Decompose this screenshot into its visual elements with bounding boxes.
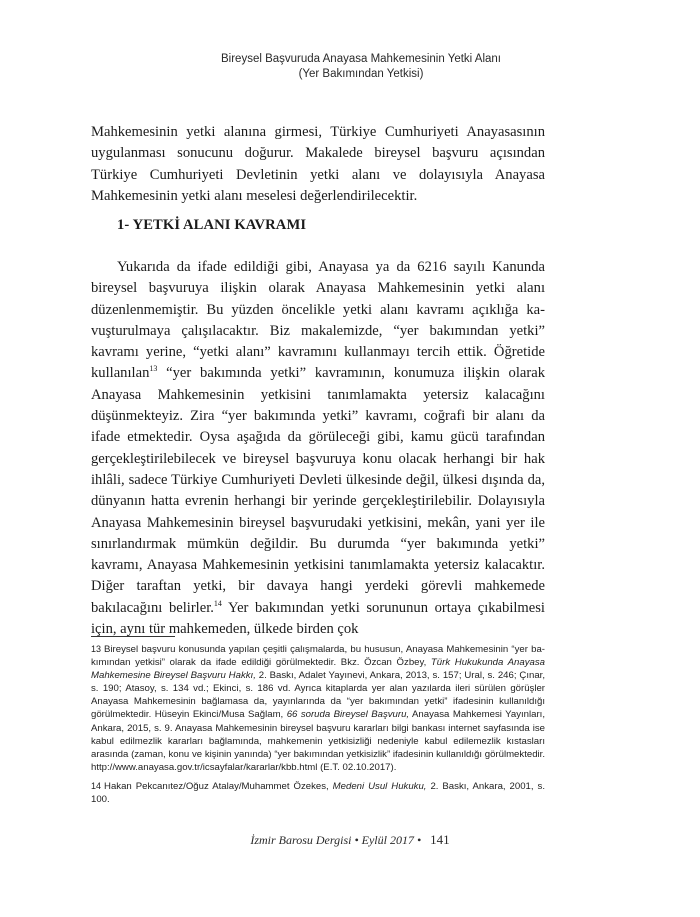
footnote-number: 14 — [91, 780, 102, 791]
footnote-text: 2. Baskı, Adalet Yayınevi, Ankara, 2013, s. 157; Ural, s. 246; Çınar, s. 190; Atasoy, s. 134 vd.; Ekinci, s. 186 vd. Ayrıca kitaplarda yer alan yazılarda ileri sürülen görüşler Anayasa Mahkemesinin bağlamasa da, yayınlarında da “yer bakımından yetki” ifadesinin kullanıldığı görülmektedir. Hüseyin Ekinci/Musa Sağlam, — [91, 670, 545, 721]
footnote-text: Bireysel başvuru konusunda yapılan çeşitli çalışmalarda, bu hususun, Anayasa Mahkemesinin “yer bakımından yetkisi” olarak da ifade edildiği görülmektedir. Bkz. Özcan Özbey, — [91, 644, 545, 669]
footnotes — [91, 643, 545, 812]
running-header — [0, 52, 700, 82]
section-heading: 1- YETKİ ALANI KAVRAMI — [117, 217, 307, 233]
page-number: 141 — [430, 832, 450, 847]
body-text-part-3: Yer bakımından yetki sorununun ortaya çıkabilmesi için, aynı tür mahkemeden, ülkede birden çok — [91, 599, 545, 638]
page-footer — [0, 832, 700, 848]
footnote-ref-13[interactable]: 13 — [149, 364, 158, 374]
running-header-subtitle: (Yer Bakımından Yetkisi) — [298, 68, 424, 80]
body-text-part-1: Yukarıda da ifade edildiği gibi, Anayasa ya da 6216 sayılı Kanunda bireysel başvuruya ilişkin olarak Anayasa Mahkemesinin yetki alanı düzenlenmemiştir. Bu yüzden öncelikle yetki alanı kavramı açıklığa kavuşturulmaya çalışılacaktır. Biz makalemizde, “yer bakımından yetki” kavramı yerine, “yetki alanı” kavramını kullanmayı tercih ettik. Öğretide kullanılan — [91, 259, 545, 382]
footnote-13 — [91, 643, 545, 774]
running-header-title: Bireysel Başvuruda Anayasa Mahkemesinin Yetki Alanı — [221, 53, 501, 65]
footnote-divider — [91, 636, 175, 637]
footnote-text: Anayasa Mahkemesi Yayınları, Ankara, 2015, s. 9. Anayasa Mahkemesinin bireysel başvuru kararları bilgi bankası internet sayfasında ise kabul edilmezlik kararları bağlamında, mahkemenin yetkisizliği nedeniyle kabul edilemezlik kıstasları arasında (zaman, konu ve kişinin yanında) “yer bakımından yetkisizlik” ifadesinin kullanıldığı görülmektedir. http://www.anayasa.gov.tr/icsayfalar/kararlar/kbb.html (E.T. 02.10.2017). — [91, 709, 545, 773]
footnote-text: Hakan Pekcanıtez/Oğuz Atalay/Muhammet Özekes, — [104, 780, 333, 792]
footnote-number: 13 — [91, 644, 102, 654]
footnote-citation-title: 66 soruda Bireysel Başvuru, — [286, 709, 410, 721]
body-text-part-2: “yer bakımında yetki” kavramının, konumuza ilişkin olarak Anayasa Mahkemesinin yetkisini tanımlamakta yetersiz kalacağını düşünmekteyiz. Zira “yer bakımında yetki” kavramı, coğrafi bir alanı da ifade etmektedir. Oysa aşağıda da görüleceği gibi, kamu gücü tarafından gerçekleştirilebilecek ve bireysel başvuruya konu olacak herhangi bir hak ihlâli, sadece Türkiye Cumhuriyeti Devleti ülkesinde değil, ülkesi dışında da, dünyanın hatta evrenin herhangi bir yerinde gerçekleştirilebilir. Dolayısıyla Anayasa Mahkemesinin bireysel başvurudaki yetkisini, mekân, yani yer ile sınırlandırmak mümkün değildir. Bu durumda “yer bakımında yetki” kavramı, Anayasa Mahkemesinin yetkisini tanımlamakta yetersiz kalacaktır. Diğer taraftan yetki, bir davaya hangi yerdeki görevli mahkemede bakılacağını belirler. — [91, 365, 545, 616]
footnote-ref-14[interactable]: 14 — [213, 598, 222, 608]
footnote-citation-title: Medeni Usul Hukuku, — [332, 780, 427, 792]
footnote-14 — [91, 780, 545, 806]
journal-name: İzmir Barosu Dergisi • Eylül 2017 • — [250, 833, 422, 847]
intro-paragraph: Mahkemesinin yetki alanına girmesi, Türkiye Cumhuriyeti Anayasasının uygulanması sonucunu doğurur. Makalede bireysel başvuru açısından Türkiye Cumhuriyeti Devletinin yetki alanı ve dolayısıyla Anayasa Mahkemesinin yetki alanı meselesi değerlendirilecektir. — [91, 124, 545, 204]
footnote-citation-title: Türk Hukukunda Anayasa Mahkemesine Bireysel Başvuru Hakkı, — [91, 657, 545, 682]
footnote-text: 2. Baskı, Ankara, 2001, s. 100. — [91, 780, 545, 806]
body-paragraph — [91, 257, 545, 640]
